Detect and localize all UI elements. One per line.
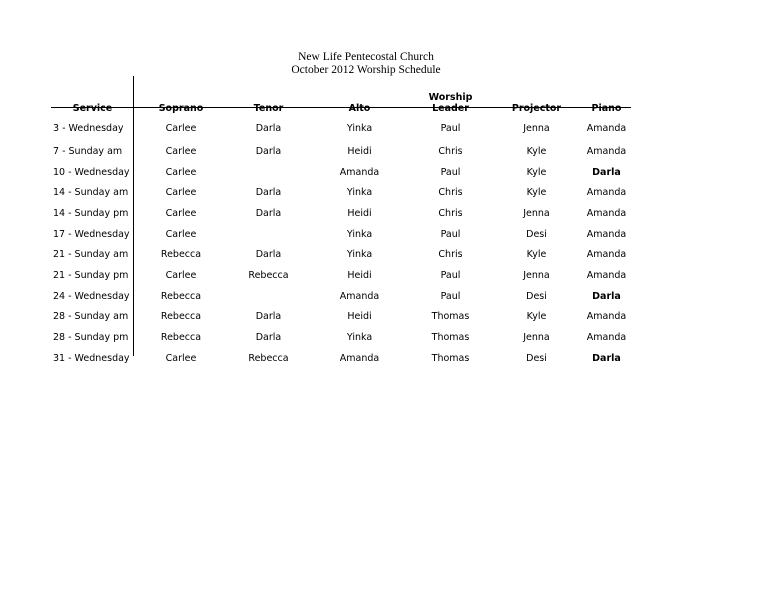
column-header-service: Service [72,103,113,114]
service-cell: 7 - Sunday am [53,145,123,157]
alto-cell: Heidi [347,311,372,323]
worship-leader-cell: Paul [440,228,461,240]
projector-cell: Desi [526,352,547,364]
soprano-cell: Carlee [165,145,197,157]
worship-leader-cell: Paul [440,269,461,281]
service-cell: 28 - Sunday pm [53,332,129,344]
service-cell: 31 - Wednesday [53,352,130,364]
projector-cell: Jenna [523,122,550,134]
worship-leader-cell: Chris [438,249,463,261]
table-row [51,224,631,245]
schedule-subtitle: October 2012 Worship Schedule [291,64,441,76]
service-cell: 24 - Wednesday [53,290,130,302]
soprano-cell: Rebecca [160,311,202,323]
tenor-cell: Rebecca [248,269,289,281]
soprano-cell: Rebecca [160,332,202,344]
column-header-projector: Projector [511,103,562,114]
worship-leader-cell: Paul [440,290,461,302]
table-row [51,182,631,203]
tenor-cell: Darla [255,249,282,261]
service-cell: 10 - Wednesday [53,166,130,178]
alto-cell: Heidi [347,207,372,219]
projector-cell: Kyle [526,187,547,199]
alto-cell: Yinka [346,228,373,240]
piano-cell: Amanda [586,269,627,281]
tenor-cell: Darla [255,145,282,157]
piano-cell: Amanda [586,332,627,344]
alto-cell: Yinka [346,249,373,261]
column-header-alto: Alto [348,103,371,114]
projector-cell: Desi [526,290,547,302]
soprano-cell: Carlee [165,122,197,134]
column-header-tenor: Tenor [253,103,284,114]
table-row [51,265,631,286]
tenor-cell [228,286,309,307]
tenor-cell: Darla [255,207,282,219]
worship-leader-cell: Chris [438,145,463,157]
soprano-cell: Rebecca [160,290,202,302]
column-header-soprano: Soprano [158,103,204,114]
table-row [51,348,631,369]
worship-leader-cell: Thomas [431,311,470,323]
alto-cell: Heidi [347,145,372,157]
service-cell: 14 - Sunday pm [53,207,129,219]
service-cell: 21 - Sunday am [53,249,129,261]
table-row [51,286,631,307]
piano-cell: Amanda [586,122,627,134]
projector-cell: Jenna [523,269,550,281]
tenor-cell: Rebecca [248,352,289,364]
soprano-cell: Carlee [165,207,197,219]
projector-cell: Kyle [526,145,547,157]
church-name: New Life Pentecostal Church [298,51,434,63]
projector-cell: Kyle [526,311,547,323]
piano-cell: Amanda [586,311,627,323]
table-row [51,141,631,162]
table-row [51,327,631,348]
column-header-worship-leader: Worship Leader [428,92,473,114]
projector-cell: Jenna [523,332,550,344]
piano-cell: Darla [592,290,621,302]
table-row [51,115,631,141]
soprano-cell: Carlee [165,187,197,199]
table-row [51,203,631,224]
soprano-cell: Carlee [165,166,197,178]
piano-cell: Darla [592,166,621,178]
service-cell: 14 - Sunday am [53,187,129,199]
alto-cell: Yinka [346,122,373,134]
service-cell: 28 - Sunday am [53,311,129,323]
worship-leader-cell: Thomas [431,332,470,344]
tenor-cell: Darla [255,122,282,134]
projector-cell: Desi [526,228,547,240]
document-title [0,51,732,77]
tenor-cell: Darla [255,187,282,199]
tenor-cell [228,224,309,245]
piano-cell: Darla [592,352,621,364]
worship-leader-cell: Chris [438,187,463,199]
worship-leader-cell: Paul [440,122,461,134]
piano-cell: Amanda [586,145,627,157]
service-cell: 17 - Wednesday [53,228,130,240]
piano-cell: Amanda [586,187,627,199]
alto-cell: Amanda [339,352,380,364]
tenor-cell: Darla [255,332,282,344]
header-row [51,92,631,115]
projector-cell: Jenna [523,207,550,219]
alto-cell: Amanda [339,290,380,302]
alto-cell: Heidi [347,269,372,281]
soprano-cell: Carlee [165,352,197,364]
service-cell: 3 - Wednesday [53,122,124,134]
column-header-piano: Piano [591,103,622,114]
piano-cell: Amanda [586,207,627,219]
table-row [51,244,631,265]
alto-cell: Amanda [339,166,380,178]
projector-cell: Kyle [526,249,547,261]
piano-cell: Amanda [586,249,627,261]
piano-cell: Amanda [586,228,627,240]
service-cell: 21 - Sunday pm [53,269,129,281]
table-row [51,307,631,328]
table-row [51,162,631,183]
soprano-cell: Rebecca [160,249,202,261]
projector-cell: Kyle [526,166,547,178]
worship-leader-cell: Paul [440,166,461,178]
worship-leader-cell: Chris [438,207,463,219]
soprano-cell: Carlee [165,269,197,281]
tenor-cell: Darla [255,311,282,323]
tenor-cell [228,162,309,183]
alto-cell: Yinka [346,187,373,199]
alto-cell: Yinka [346,332,373,344]
soprano-cell: Carlee [165,228,197,240]
worship-leader-cell: Thomas [431,352,470,364]
worship-schedule-table [51,92,631,369]
schedule-body [51,115,631,369]
